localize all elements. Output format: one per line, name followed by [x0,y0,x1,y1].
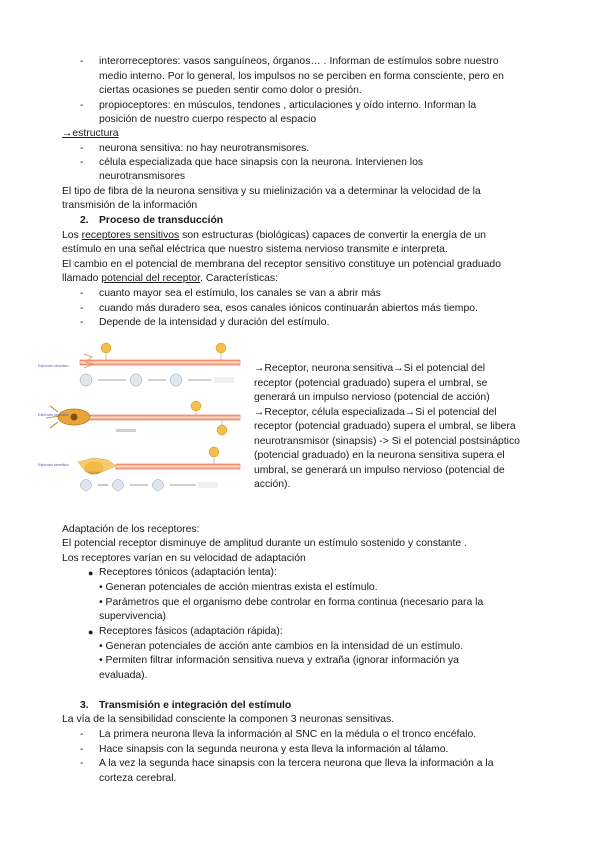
bullet-marker: ● [88,568,94,578]
p1-prefix: Los [62,230,82,241]
section3-item: A la vez la segunda hace sinapsis con la tercera neurona que lleva la información a la [99,758,494,769]
section2-title: Proceso de transducción [99,215,224,226]
tonicos-b1: • Generan potenciales de acción mientras exista el estímulo. [99,582,378,593]
section2-p1-line1 [62,229,486,243]
stimulus-label: Estímulo sensitivo [38,364,69,368]
bullet-marker: ● [88,627,94,637]
p1-underlined: receptores sensitivos [81,230,180,241]
section2-p2-line2 [62,272,278,286]
tonicos-title: Receptores tónicos (adaptación lenta): [99,567,277,578]
section3-number: 3. [80,700,89,711]
stimulus-label: Estímulo sensitivo [38,413,69,417]
figure-line: umbral, se generará un impulso nervioso (potencial de [254,464,505,476]
dash-marker: - [80,303,84,314]
estructura-heading: →estructura [62,128,119,139]
estructura-item2-line1: célula especializada que hace sinapsis con la neurona. Intervienen los [99,157,424,168]
dash-marker: - [80,288,84,299]
adaptacion-title: Adaptación de los receptores: [62,524,200,535]
fibra-line2: transmisión de la información [62,200,198,211]
estructura-item1: neurona sensitiva: no hay neurotransmisores. [99,143,310,154]
fibra-line1: El tipo de fibra de la neurona sensitiva y su mielinización va a determinar la velocidad de la [62,186,481,197]
section3-item: Hace sinapsis con la segunda neurona y esta lleva la información al tálamo. [99,744,449,755]
dash-marker: - [80,729,84,740]
section3-item: La primera neurona lleva la información al SNC en la médula o el tronco encéfalo. [99,729,477,740]
figure-line: →Receptor, neurona sensitiva→Si el potencial del [254,363,486,374]
stimulus-label: Estímulo sensitivo [38,463,69,467]
section2-item: cuando más duradero sea, esos canales iónicos continuarán abiertos más tiempo. [99,303,478,314]
dash-marker: - [80,317,84,328]
section3-item3-line2: corteza cerebral. [99,773,177,784]
section2-number: 2. [80,215,89,226]
propioceptores-line1: propioceptores: en músculos, tendones , articulaciones y oído interno. Informan la [99,100,477,111]
dash-marker: - [80,143,84,154]
section3-intro: La vía de la sensibilidad consciente la componen 3 neuronas sensitivas. [62,714,395,725]
section2-p2-line1: El cambio en el potencial de membrana del receptor sensitivo constituye un potencial graduado [62,259,501,270]
tonicos-b2-line1: • Parámetros que el organismo debe controlar en forma continua (necesario para la [99,597,484,608]
dash-marker: - [80,56,84,67]
section2-p1-line2: estímulo en una señal eléctrica que nuestro sistema nervioso transmite e interpreta. [62,244,448,255]
dash-marker: - [80,157,84,168]
p2-prefix: llamado [62,273,102,284]
figure-line: neurotransmisor (sinapsis) -> Si el potencial postsináptico [254,435,520,447]
dash-marker: - [80,744,84,755]
fasicos-b2-line2: evaluada). [99,670,148,681]
figure-line: →Receptor, célula especializada→Si el potencial del [254,406,497,418]
fasicos-b2-line1: • Permiten filtrar información sensitiva nueva y extraña (ignorar información ya [99,655,459,666]
propioceptores-line2: posición de nuestro cuerpo respecto al espacio [99,114,317,125]
dash-marker: - [80,100,84,111]
figure-line: (potencial graduado) en la neurona sensitiva supera el [254,450,505,461]
diagram-row-2 [46,401,240,435]
fasicos-title: Receptores fásicos (adaptación rápida): [99,626,283,637]
diagram-row-1 [80,343,240,386]
figure-line: generará un impulso nervioso (potencial de acción) [254,392,490,403]
dash-marker: - [80,758,84,769]
interoreceptores-line2: medio interno. Por lo general, los impulsos no se perciben en forma consciente, pero en [99,71,504,82]
section2-item: Depende de la intensidad y duración del estímulo. [99,317,330,328]
tonicos-b2-line2: supervivencia) [99,611,166,622]
interoreceptores-line1: interorreceptores: vasos sanguíneos, órganos… . Informan de estímulos sobre nuestro [99,56,499,67]
fasicos-b1: • Generan potenciales de acción ante cambios en la intensidad de un estímulo. [99,641,464,652]
section3-title: Transmisión e integración del estímulo [99,700,292,711]
p2-underlined: potencial del receptor [101,273,201,284]
figure-explanation [254,362,520,493]
diagram-row-3 [78,447,240,491]
figure-line: receptor (potencial graduado) supera el umbral, se [254,377,488,389]
receptor-diagram [36,340,248,498]
section2-item: cuanto mayor sea el estímulo, los canales se van a abrir más [99,288,381,299]
figure-line: acción). [254,479,291,490]
estructura-item2-line2: neurotransmisores [99,171,186,182]
interoreceptores-line3: ciertas ocasiones se pueden sentir como dolor o presión. [99,85,362,96]
adaptacion-line1: El potencial receptor disminuye de amplitud durante un estímulo sostenido y constante . [62,538,467,549]
p1-rest: son estructuras (biológicas) capaces de convertir la energía de un [179,230,486,241]
adaptacion-line2: Los receptores varían en su velocidad de adaptación [62,553,306,564]
figure-line: receptor (potencial graduado) supera el umbral, se libera [254,421,516,432]
p2-rest: . Características: [200,273,279,284]
